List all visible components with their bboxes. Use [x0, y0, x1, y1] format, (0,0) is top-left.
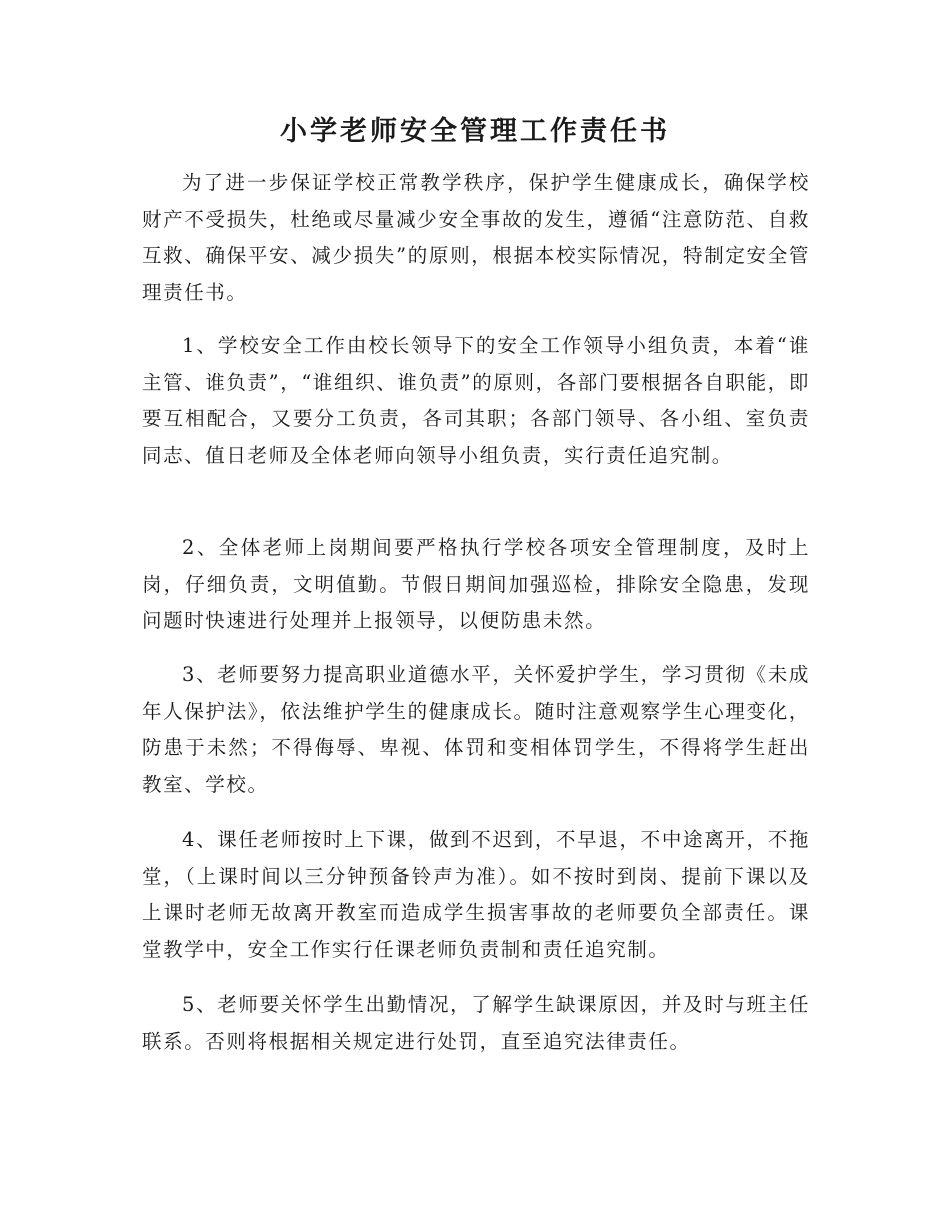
clause-paragraph-3: 3、老师要努力提高职业道德水平，关怀爱护学生，学习贯彻《未成年人保护法》，依法维护学生的健康成长。随时注意观察学生心理变化，防患于未然；不得侮辱、卑视、体罚和变相体罚学生，不得将学生赶出教室、学校。	[142, 663, 810, 796]
intro-paragraph: 为了进一步保证学校正常教学秩序，保护学生健康成长，确保学校财产不受损失，杜绝或尽量减少安全事故的发生，遵循“注意防范、自救互救、确保平安、减少损失”的原则，根据本校实际情况，特制定安全管理责任书。	[142, 171, 810, 304]
document-title: 小学老师安全管理工作责任书	[280, 116, 670, 147]
clause-paragraph-1: 1、学校安全工作由校长领导下的安全工作领导小组负责，本着“谁主管、谁负责”，“谁组织、谁负责”的原则，各部门要根据各自职能，即要互相配合，又要分工负责，各司其职；各部门领导、各小组、室负责同志、值日老师及全体老师向领导小组负责，实行责任追究制。	[142, 334, 810, 467]
clause-paragraph-4: 4、课任老师按时上下课，做到不迟到，不早退，不中途离开，不拖堂，（上课时间以三分钟预备铃声为准）。如不按时到岗、提前下课以及上课时老师无故离开教室而造成学生损害事故的老师要负全部责任。课堂教学中，安全工作实行任课老师负责制和责任追究制。	[142, 828, 810, 961]
clause-paragraph-5: 5、老师要关怀学生出勤情况，了解学生缺课原因，并及时与班主任联系。否则将根据相关规定进行处罚，直至追究法律责任。	[142, 993, 810, 1053]
clause-paragraph-2: 2、全体老师上岗期间要严格执行学校各项安全管理制度，及时上岗，仔细负责，文明值勤。节假日期间加强巡检，排除安全隐患，发现问题时快速进行处理并上报领导，以便防患未然。	[142, 536, 810, 632]
